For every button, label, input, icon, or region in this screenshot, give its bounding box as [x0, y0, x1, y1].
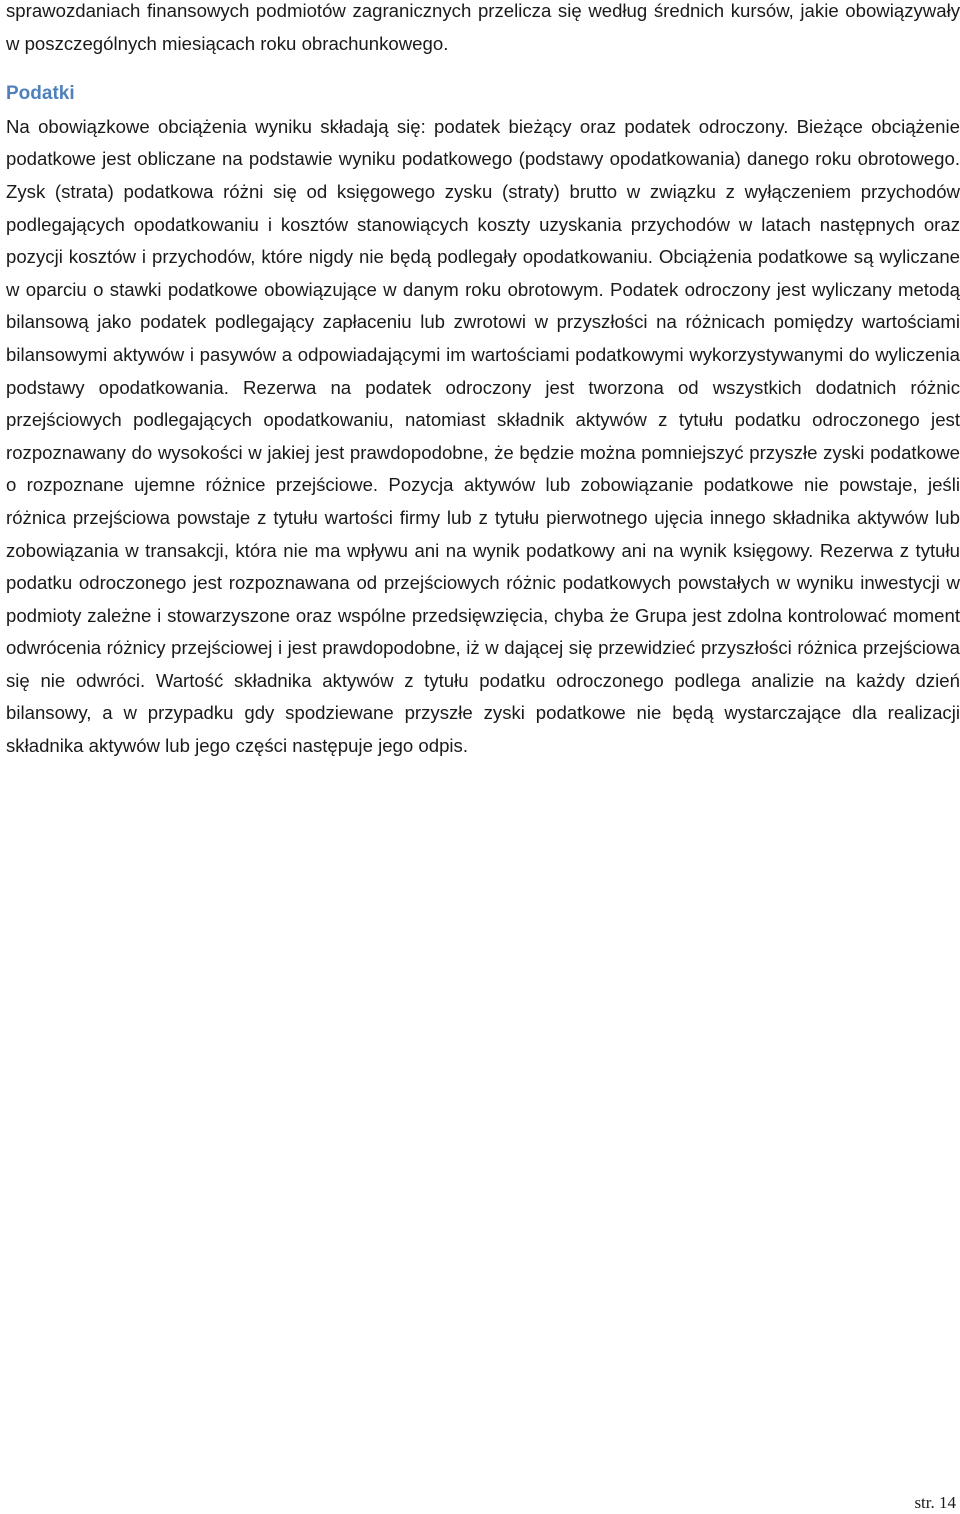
intro-paragraph: sprawozdaniach finansowych podmiotów zagranicznych przelicza się według średnich kursów, jakie obowiązywały w poszczególnych miesiącach roku obrachunkowego.	[6, 0, 960, 54]
body-paragraph: Na obowiązkowe obciążenia wyniku składają się: podatek bieżący oraz podatek odroczony. Bieżące obciążenie podatkowe jest obliczane na podstawie wyniku podatkowego (podstawy opodatkowania) danego roku obrotowego. Zysk (strata) podatkowa różni się od księgowego zysku (straty) brutto w związku z wyłączeniem przychodów podlegających opodatkowaniu i kosztów stanowiących koszty uzyskania przychodów w latach następnych oraz pozycji kosztów i przychodów, które nigdy nie będą podlegały opodatkowaniu. Obciążenia podatkowe są wyliczane w oparciu o stawki podatkowe obowiązujące w danym roku obrotowym. Podatek odroczony jest wyliczany metodą bilansową jako podatek podlegający zapłaceniu lub zwrotowi w przyszłości na różnicach pomiędzy wartościami bilansowymi aktywów i pasywów a odpowiadającymi im wartościami podatkowymi wykorzystywanymi do wyliczenia podstawy opodatkowania. Rezerwa na podatek odroczony jest tworzona od wszystkich dodatnich różnic przejściowych podlegających opodatkowaniu, natomiast składnik aktywów z tytułu podatku odroczonego jest rozpoznawany do wysokości w jakiej jest prawdopodobne, że będzie można pomniejszyć przyszłe zyski podatkowe o rozpoznane ujemne różnice przejściowe. Pozycja aktywów lub zobowiązanie podatkowe nie powstaje, jeśli różnica przejściowa powstaje z tytułu wartości firmy lub z tytułu pierwotnego ujęcia innego składnika aktywów lub zobowiązania w transakcji, która nie ma wpływu ani na wynik podatkowy ani na wynik księgowy. Rezerwa z tytułu podatku odroczonego jest rozpoznawana od przejściowych różnic podatkowych powstałych w wyniku inwestycji w podmioty zależne i stowarzyszone oraz wspólne przedsięwzięcia, chyba że Grupa jest zdolna kontrolować moment odwrócenia różnicy przejściowej i jest prawdopodobne, iż w dającej się przewidzieć przyszłości różnica przejściowa się nie odwróci. Wartość składnika aktywów z tytułu podatku odroczonego podlega analizie na każdy dzień bilansowy, a w przypadku gdy spodziewane przyszłe zyski podatkowe nie będą wystarczające dla realizacji składnika aktywów lub jego części następuje jego odpis.	[6, 115, 960, 757]
page-number: str. 14	[914, 1493, 956, 1512]
section-heading: Podatki	[6, 83, 75, 105]
document-page	[6, 0, 960, 763]
